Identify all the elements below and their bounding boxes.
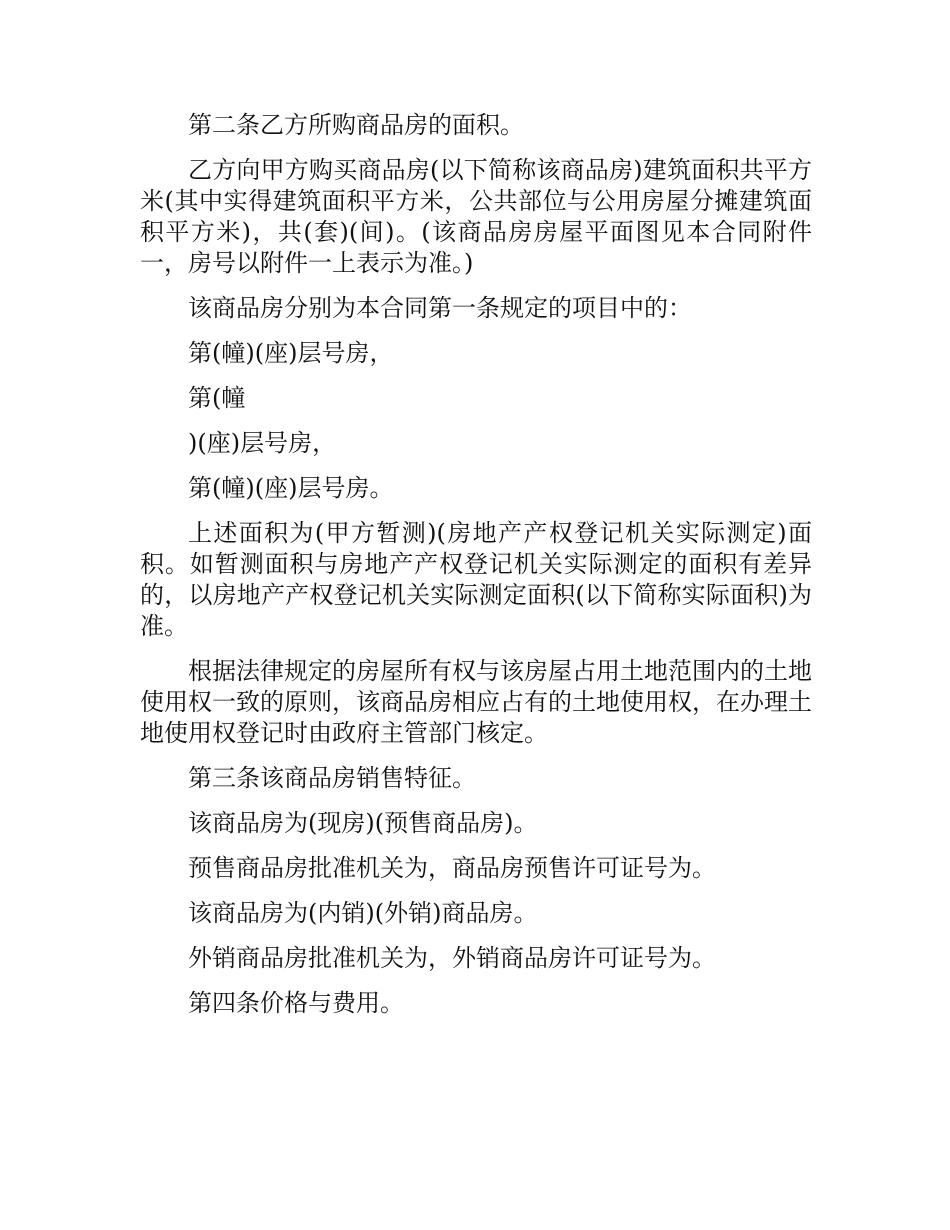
- document-body: [140, 110, 812, 1033]
- unit-line-2b: )(座)层号房，: [188, 429, 337, 457]
- area-description-paragraph: 乙方向甲方购买商品房(以下简称该商品房)建筑面积共平方米(其中实得建筑面积平方米，公共部位与公用房屋分摊建筑面积平方米)，共(套)(间)。(该商品房房屋平面图见本合同附件一，房号以附件一上表示为准。): [140, 156, 812, 277]
- presale-permit-line: 预售商品房批准机关为，商品房预售许可证号为。: [188, 854, 716, 882]
- unit-line-3: 第(幢)(座)层号房。: [188, 474, 394, 502]
- export-permit-line: 外销商品房批准机关为，外销商品房许可证号为。: [188, 944, 716, 972]
- article-2-heading: 第二条乙方所购商品房的面积。: [188, 111, 524, 139]
- sales-type-line: 该商品房为(内销)(外销)商品房。: [188, 899, 538, 927]
- article-4-heading: 第四条价格与费用。: [188, 989, 404, 1017]
- property-type-line: 该商品房为(现房)(预售商品房)。: [188, 809, 538, 837]
- article-3-heading: 第三条该商品房销售特征。: [188, 764, 476, 792]
- land-use-paragraph: 根据法律规定的房屋所有权与该房屋占用土地范围内的土地使用权一致的原则，该商品房相应占有的土地使用权，在办理土地使用权登记时由政府主管部门核定。: [140, 657, 812, 747]
- unit-list-intro: 该商品房分别为本合同第一条规定的项目中的：: [188, 294, 692, 322]
- unit-line-2a: 第(幢: [188, 384, 246, 412]
- unit-line-1: 第(幢)(座)层号房，: [188, 339, 394, 367]
- area-measurement-paragraph: 上述面积为(甲方暂测)(房地产产权登记机关实际测定)面积。如暂测面积与房地产产权登记机关实际测定的面积有差异的，以房地产产权登记机关实际测定面积(以下简称实际面积)为准。: [140, 519, 812, 640]
